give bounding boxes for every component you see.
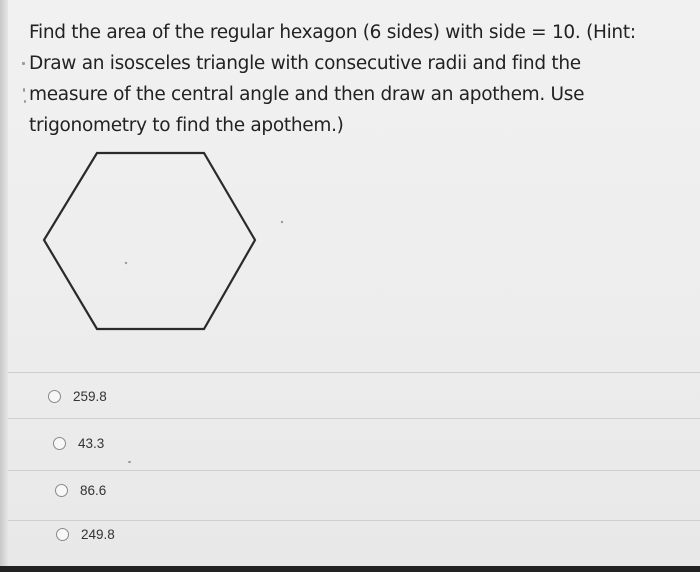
question-line-3: measure of the central angle and then draw an apothem. Use xyxy=(29,84,585,105)
radio-button[interactable] xyxy=(48,390,61,403)
question-line-4: trigonometry to find the apothem.) xyxy=(29,115,344,136)
option-4[interactable] xyxy=(56,527,115,542)
bottom-edge xyxy=(0,566,700,572)
option-label: 249.8 xyxy=(81,527,115,542)
option-label: 259.8 xyxy=(73,389,107,404)
question-line-2: Draw an isosceles triangle with consecutive radii and find the xyxy=(29,53,581,74)
option-label: 43.3 xyxy=(78,436,105,451)
stray-mark xyxy=(128,461,131,463)
option-1[interactable] xyxy=(48,389,107,404)
radio-button[interactable] xyxy=(53,437,66,450)
option-label: 86.6 xyxy=(80,483,107,498)
question-line-1: Find the area of the regular hexagon (6 sides) with side = 10. (Hint: xyxy=(29,22,636,43)
option-3[interactable] xyxy=(55,483,106,498)
radio-button[interactable] xyxy=(56,528,69,541)
radio-button[interactable] xyxy=(55,484,68,497)
option-2[interactable] xyxy=(53,436,104,451)
